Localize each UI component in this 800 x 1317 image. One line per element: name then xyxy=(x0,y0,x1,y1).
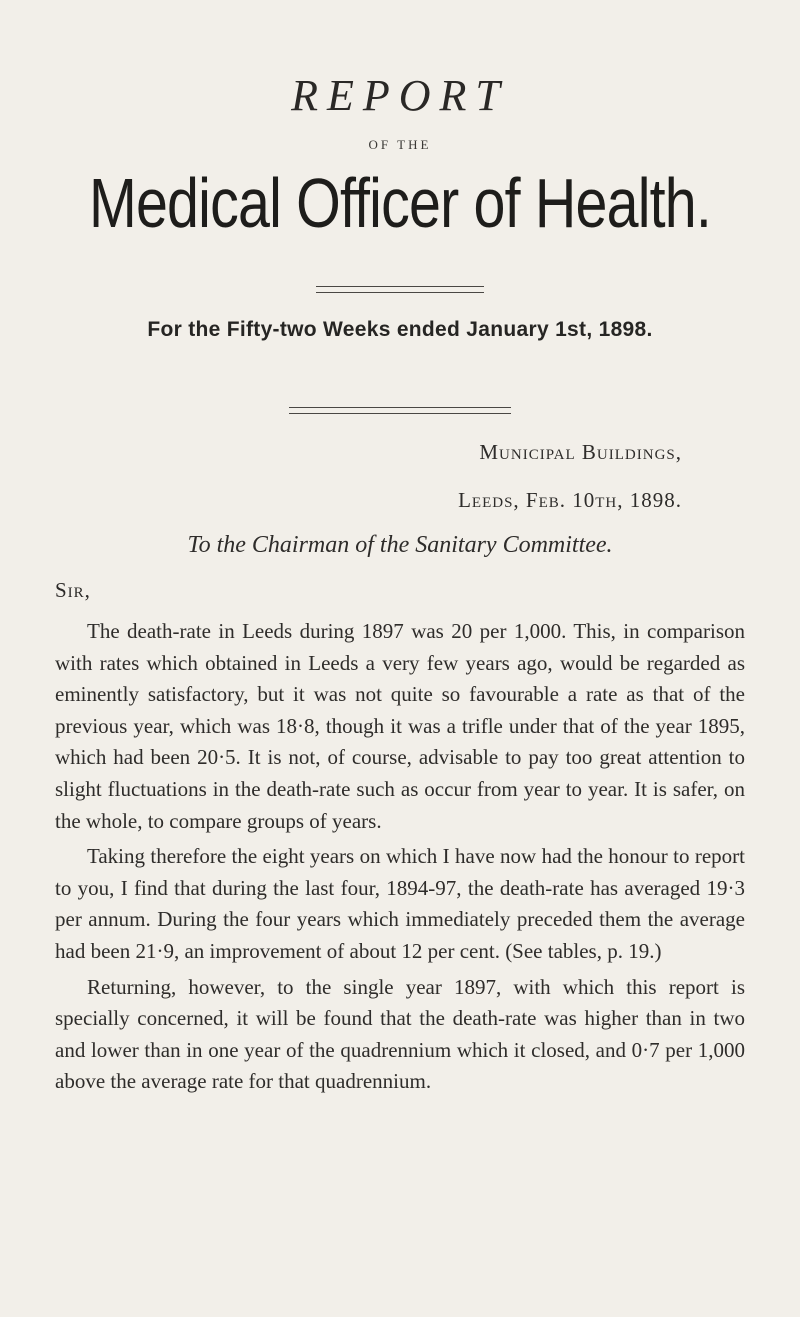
double-rule-bottom xyxy=(289,407,511,414)
addressee: To the Chairman of the Sanitary Committee. xyxy=(187,532,613,558)
salutation: Sir, xyxy=(55,578,91,602)
report-heading: REPORT xyxy=(291,71,509,120)
letter-body xyxy=(55,616,745,1102)
paragraph-3: Returning, however, to the single year 1897, with which this report is specially concerned, it will be found that the death-rate was higher than in two and lower than in one year of the quadrennium which it closed, and 0·7 per 1,000 above the average rate for that quadrennium. xyxy=(55,974,745,1094)
document-subtitle: For the Fifty-two Weeks ended January 1st, 1898. xyxy=(147,318,653,341)
address-line-1: Municipal Buildings, xyxy=(479,440,682,464)
of-the-label: OF THE xyxy=(368,137,432,152)
address-line-2: Leeds, Feb. 10th, 1898. xyxy=(458,488,682,512)
double-rule-top xyxy=(316,286,484,293)
paragraph-2: Taking therefore the eight years on which I have now had the honour to report to you, I find that during the last four, 1894-97, the death-rate has averaged 19·3 per annum. During the four years which immediately preceded them the average had been 21·9, an improvement of about 12 per cent. (See tables, p. 19.) xyxy=(55,844,745,963)
document-title: Medical Officer of Health. xyxy=(88,164,712,242)
paragraph-1: The death-rate in Leeds during 1897 was 20 per 1,000. This, in comparison with rates which obtained in Leeds a very few years ago, would be regarded as eminently satisfactory, but it was not quite so favourable a rate as that of the previous year, which was 18·8, though it was a trifle under that of the year 1895, which had been 20·5. It is not, of course, advisable to pay too great attention to slight fluctuations in the death-rate such as occur from year to year. It is safer, on the whole, to compare groups of years. xyxy=(55,619,745,833)
